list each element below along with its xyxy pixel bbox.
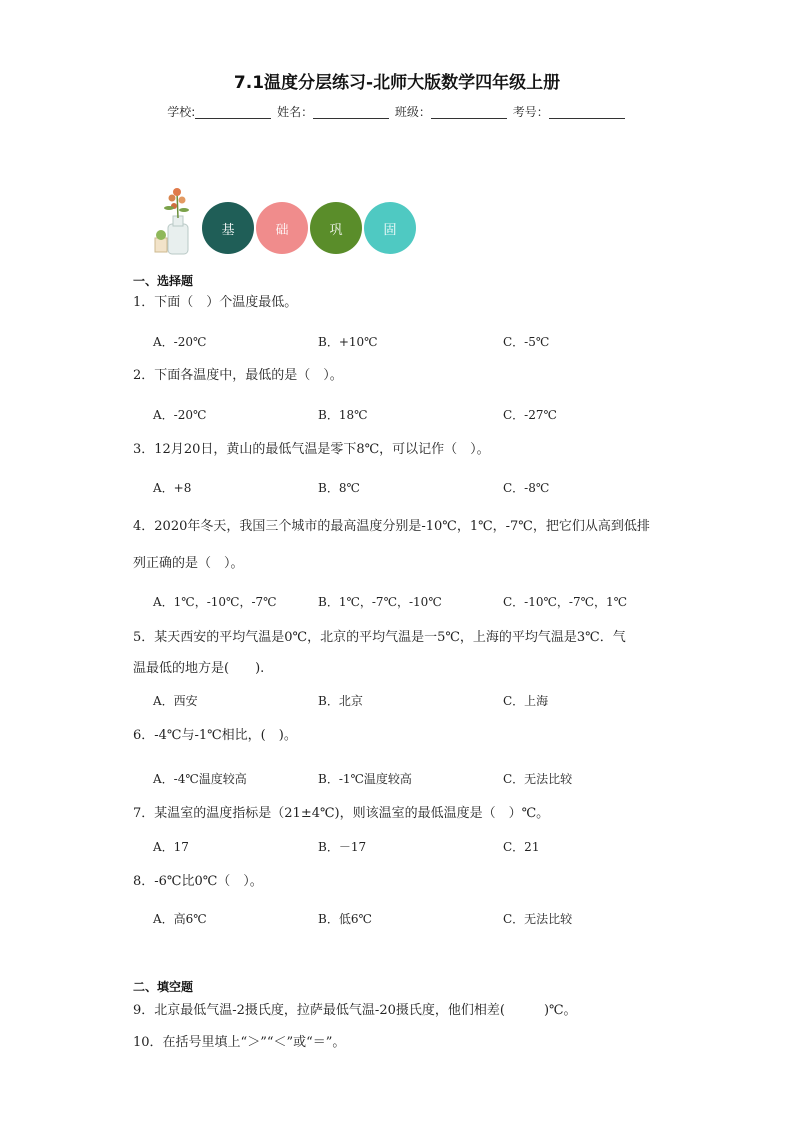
question-3: 3．12月20日，黄山的最低气温是零下8℃，可以记作（ ）。: [133, 442, 490, 457]
question-9: 9．北京最低气温-2摄氏度，拉萨最低气温-20摄氏度，他们相差( )℃。: [133, 1003, 577, 1018]
question-7: 7．某温室的温度指标是（21±4℃)，则该温室的最低温度是（ ）℃。: [133, 806, 550, 821]
question-5-line-2: 温最低的地方是( ).: [133, 661, 265, 676]
q6-option-b[interactable]: B．-1℃温度较高: [318, 772, 412, 786]
q8-option-a[interactable]: A．高6℃: [153, 912, 207, 926]
number-blank[interactable]: [549, 105, 625, 119]
name-label: 姓名：: [277, 105, 314, 119]
q5-option-c[interactable]: C．上海: [503, 694, 549, 708]
q3-option-c[interactable]: C．-8℃: [503, 481, 550, 495]
q1-option-c[interactable]: C．-5℃: [503, 335, 550, 349]
class-label: 班级：: [394, 105, 431, 119]
q2-option-c[interactable]: C．-27℃: [503, 408, 557, 422]
page-title: 7.1温度分层练习-北师大版数学四年级上册: [233, 73, 561, 93]
q4-option-a[interactable]: A．1℃，-10℃，-7℃: [153, 595, 277, 609]
q7-option-c[interactable]: C．21: [503, 840, 540, 854]
banner-circle-1: 基: [202, 202, 254, 254]
q4-option-b[interactable]: B．1℃，-7℃，-10℃: [318, 595, 442, 609]
q1-option-b[interactable]: B．+10℃: [318, 335, 378, 349]
name-blank[interactable]: [313, 105, 389, 119]
class-blank[interactable]: [431, 105, 507, 119]
question-4-line-1: 4．2020年冬天，我国三个城市的最高温度分别是-10℃，1℃，-7℃，把它们从高到低排: [133, 519, 650, 534]
student-info-line: [0, 103, 794, 120]
banner-circle-4: 固: [364, 202, 416, 254]
q8-option-b[interactable]: B．低6℃: [318, 912, 372, 926]
question-4-line-2: 列正确的是（ ）。: [133, 556, 244, 571]
banner-circle-2: 础: [256, 202, 308, 254]
question-8: 8．-6℃比0℃（ ）。: [133, 874, 263, 889]
question-5-line-1: 5．某天西安的平均气温是0℃，北京的平均气温是一5℃，上海的平均气温是3℃．气: [133, 630, 626, 645]
section-title-choice: 一、选择题: [133, 274, 194, 288]
question-10: 10．在括号里填上“＞”“＜”或“＝”。: [133, 1035, 346, 1050]
section-title-fill: 二、填空题: [133, 980, 194, 994]
plant-vase-icon: [151, 186, 201, 256]
q2-option-a[interactable]: A．-20℃: [153, 408, 207, 422]
question-1: 1．下面（ ）个温度最低。: [133, 295, 298, 310]
number-label: 考号：: [512, 105, 549, 119]
q3-option-b[interactable]: B．8℃: [318, 481, 360, 495]
q5-option-b[interactable]: B．北京: [318, 694, 363, 708]
school-label: 学校:: [167, 105, 196, 119]
question-2: 2．下面各温度中，最低的是（ ）。: [133, 368, 343, 383]
q6-option-a[interactable]: A．-4℃温度较高: [153, 772, 247, 786]
q7-option-a[interactable]: A．17: [153, 840, 189, 854]
question-6: 6．-4℃与-1℃相比，( )。: [133, 728, 297, 743]
q4-option-c[interactable]: C．-10℃，-7℃，1℃: [503, 595, 628, 609]
q2-option-b[interactable]: B．18℃: [318, 408, 368, 422]
banner-circle-3: 巩: [310, 202, 362, 254]
section-banner: [145, 186, 445, 256]
q3-option-a[interactable]: A．+8: [153, 481, 192, 495]
school-blank[interactable]: [195, 105, 271, 119]
q5-option-a[interactable]: A．西安: [153, 694, 198, 708]
q7-option-b[interactable]: B．－17: [318, 840, 367, 854]
q6-option-c[interactable]: C．无法比较: [503, 772, 573, 786]
q8-option-c[interactable]: C．无法比较: [503, 912, 573, 926]
q1-option-a[interactable]: A．-20℃: [153, 335, 207, 349]
